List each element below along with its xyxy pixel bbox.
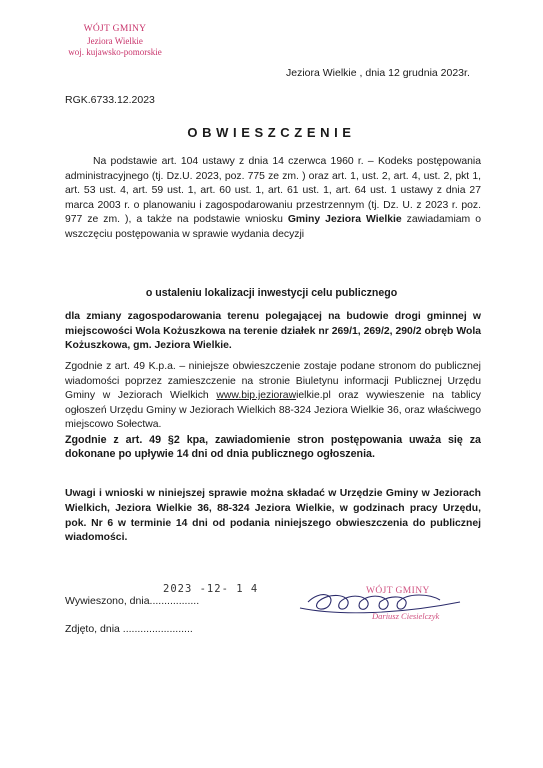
bip-link[interactable]: www.bip.jezioraw: [216, 390, 297, 402]
signature-stamp-title: WÓJT GMINY: [366, 586, 430, 596]
notice-text: Zgodnie z art. 49 K.p.a. – niniejsze obwieszczenie zostaje podane stronom do publicznej wiadomości poprzez zamieszczenie na stronie Biuletynu informacji Publicznej Urzędu Gminy w Jeziorach Wielkich: [65, 361, 481, 402]
signature-stamp-name: Dariusz Ciesielczyk: [372, 611, 440, 621]
document-title: OBWIESZCZENIE: [187, 125, 356, 140]
stamp-line-1: WÓJT GMINY: [83, 24, 147, 34]
delivery-paragraph: Zgodnie z art. 49 §2 kpa, zawiadomienie stron postępowania uważa się za dokonane po upływie 14 dni od dnia publicznego ogłoszenia.: [65, 434, 481, 461]
reference-number: RGK.6733.12.2023: [65, 94, 155, 106]
comments-paragraph: Uwagi i wnioski w niniejszej sprawie można składać w Urzędzie Gminy w Jeziorach Wielkich, Jeziora Wielkie 36, 88-324 Jeziora Wielkie, w godzinach pracy Urzędu, pok. Nr 6 w terminie 14 dni od podania niniejszego obwieszczenia do publicznej wiadomości.: [65, 488, 481, 544]
legal-basis-text: Na podstawie art. 104 ustawy z dnia 14 czerwca 1960 r. – Kodeks postępowania administracyjnego (tj. Dz.U. 2023, poz. 775 ze zm. ) oraz art. 1, ust. 2, art. 4, ust. 2, pkt 1, art. 53 ust. 4, art. 59 ust. 1, art. 60 ust. 1, art. 61 ust. 1, art. 64 ust. 1 ustawy z dnia 27 marca 2003 r. o planowaniu i zagospodarowaniu przestrzennym (tj. Dz. U. z 2023 r. poz. 977 ze zm. ), a także na podstawie wniosku: [65, 156, 481, 226]
stamp-line-3: woj. kujawsko-pomorskie: [68, 47, 162, 57]
investment-description: dla zmiany zagospodarowania terenu polegającej na budowie drogi gminnej w miejscowości Wola Kożuszkowa na terenie działek nr 269/1, 269/2, 290/2 obręb Wola Kożuszkowa, gm. Jeziora Wielkie.: [65, 311, 481, 352]
legal-basis-text-end: zawiadamiam o wszczęciu postępowania w sprawie wydania decyzji: [65, 214, 481, 240]
posted-label: Wywieszono, dnia.................: [65, 595, 200, 607]
notice-paragraph: [65, 360, 481, 433]
removed-date-line: Zdjęto, dnia ........................: [65, 623, 193, 635]
stamp-line-2: Jeziora Wielkie: [87, 35, 143, 46]
notice-text-end: ielkie.pl oraz wywieszenie na tablicy ogłoszeń Urzędu Gminy w Jeziorach Wielkich 88-324 Jeziora Wielkie 36, oraz właściwego miejscowo Sołectwa.: [65, 390, 481, 431]
place-and-date: Jeziora Wielkie , dnia 12 grudnia 2023r.: [286, 67, 470, 79]
official-stamp: [60, 24, 170, 59]
posted-date-handwritten: 2023 -12- 1 4: [163, 583, 259, 595]
legal-basis-paragraph: [65, 155, 481, 243]
decision-title: o ustaleniu lokalizacji inwestycji celu publicznego: [145, 287, 398, 299]
applicant-name: Gminy Jeziora Wielkie: [287, 214, 402, 226]
posted-date-line: [65, 583, 259, 607]
